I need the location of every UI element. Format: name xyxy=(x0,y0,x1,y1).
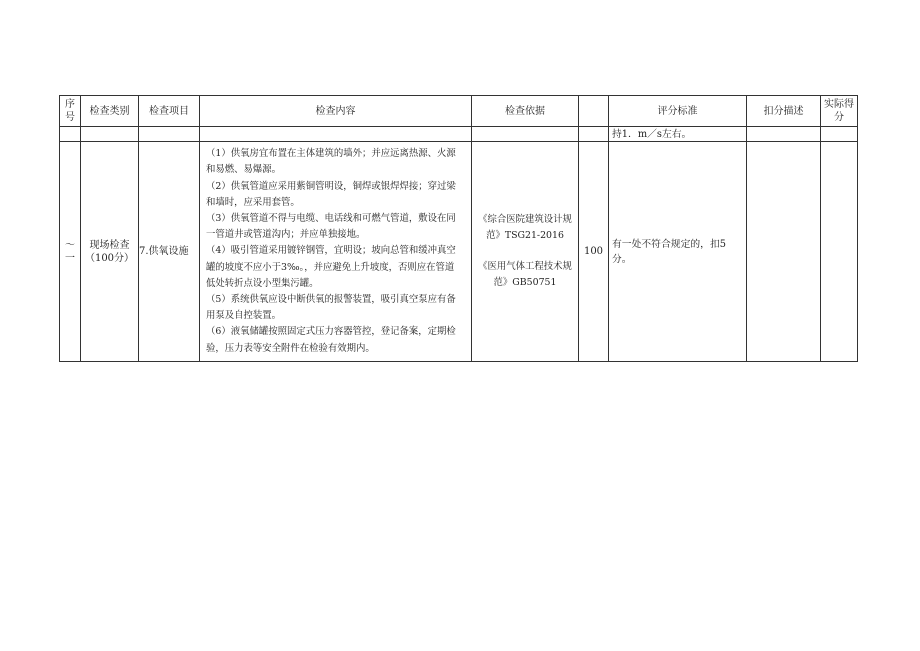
content-line: （6）液氧储罐按照固定式压力容器管控，登记备案，定期检 xyxy=(206,326,456,338)
row-basis xyxy=(472,142,579,362)
basis-spacer xyxy=(472,244,578,259)
row-category-line2: （100分） xyxy=(84,252,135,264)
row-content xyxy=(200,142,472,362)
row-category-line1: 现场检查 xyxy=(89,239,130,251)
header-category: 检查类别 xyxy=(81,96,139,127)
content-line: 罐的坡度不应小于3‰。，并应避免上升坡度，否则应在管道 xyxy=(206,261,455,273)
header-seq-line2: 号 xyxy=(65,112,75,123)
header-seq-line1: 序 xyxy=(65,99,75,110)
row-score: 100 xyxy=(579,142,609,362)
cont-item xyxy=(139,127,200,142)
content-line: 低处转折点设小型集污罐。 xyxy=(206,277,319,289)
standard-line2: 分。 xyxy=(612,253,632,265)
standard-line1: 有一处不符合规定的，扣5 xyxy=(612,238,726,250)
header-row xyxy=(60,96,858,127)
basis-1-line2: 范》TSG21-2016 xyxy=(486,230,564,241)
cont-score xyxy=(579,127,609,142)
cont-actual xyxy=(821,127,858,142)
row-deduction xyxy=(747,142,821,362)
row-actual xyxy=(821,142,858,362)
header-actual-line2: 分 xyxy=(834,112,844,123)
header-basis: 检查依据 xyxy=(472,96,579,127)
cont-basis xyxy=(472,127,579,142)
content-line: （5）系统供氧应设中断供氧的报警装置，吸引真空泵应有备 xyxy=(206,294,456,305)
header-seq xyxy=(60,96,81,127)
cont-standard: 持1．m／s左右。 xyxy=(609,127,747,142)
row-standard xyxy=(609,142,747,362)
row-seq-line1: ～ xyxy=(65,239,75,251)
basis-2-line1: 《医用气体工程技术规 xyxy=(478,261,572,272)
content-line: 一管道井或管道沟内；并应单独接地。 xyxy=(206,229,366,241)
row-seq-line2: 一 xyxy=(65,252,75,264)
basis-2-line2: 范》GB50751 xyxy=(493,277,557,288)
cont-content xyxy=(200,127,472,142)
cont-category xyxy=(81,127,139,142)
cont-seq xyxy=(60,127,81,142)
content-line: 验，压力表等安全附件在检验有效期内。 xyxy=(206,342,375,354)
content-line: （1）供氧房宜布置在主体建筑的墙外；并应远离热源、火源 xyxy=(206,148,456,160)
content-line: 和墙时，应采用套管。 xyxy=(206,196,300,208)
header-content: 检查内容 xyxy=(200,96,472,127)
table-row xyxy=(60,142,858,362)
basis-1-line1: 《综合医院建筑设计规 xyxy=(478,214,572,225)
header-item: 检查项目 xyxy=(139,96,200,127)
content-line: 用泵及自控装置。 xyxy=(206,310,282,322)
header-standard: 评分标准 xyxy=(609,96,747,127)
row-category xyxy=(81,142,139,362)
content-line: 和易燃、易爆源。 xyxy=(206,164,282,176)
header-score xyxy=(579,96,609,127)
cont-deduction xyxy=(747,127,821,142)
content-line: （2）供氧管道应采用紫铜管明设，铜焊或银焊焊接；穿过梁 xyxy=(206,180,456,192)
row-item: 7.供氧设施 xyxy=(139,142,200,362)
row-seq xyxy=(60,142,81,362)
header-actual-line1: 实际得 xyxy=(824,99,854,110)
inspection-table xyxy=(59,95,858,362)
content-line: （3）供氧管道不得与电缆、电话线和可燃气管道，敷设在同 xyxy=(206,212,456,224)
content-line: （4）吸引管道采用镀锌钢管，宜明设；坡向总管和缓冲真空 xyxy=(206,245,456,257)
continuation-row xyxy=(60,127,858,142)
header-deduction: 扣分描述 xyxy=(747,96,821,127)
header-actual xyxy=(821,96,858,127)
